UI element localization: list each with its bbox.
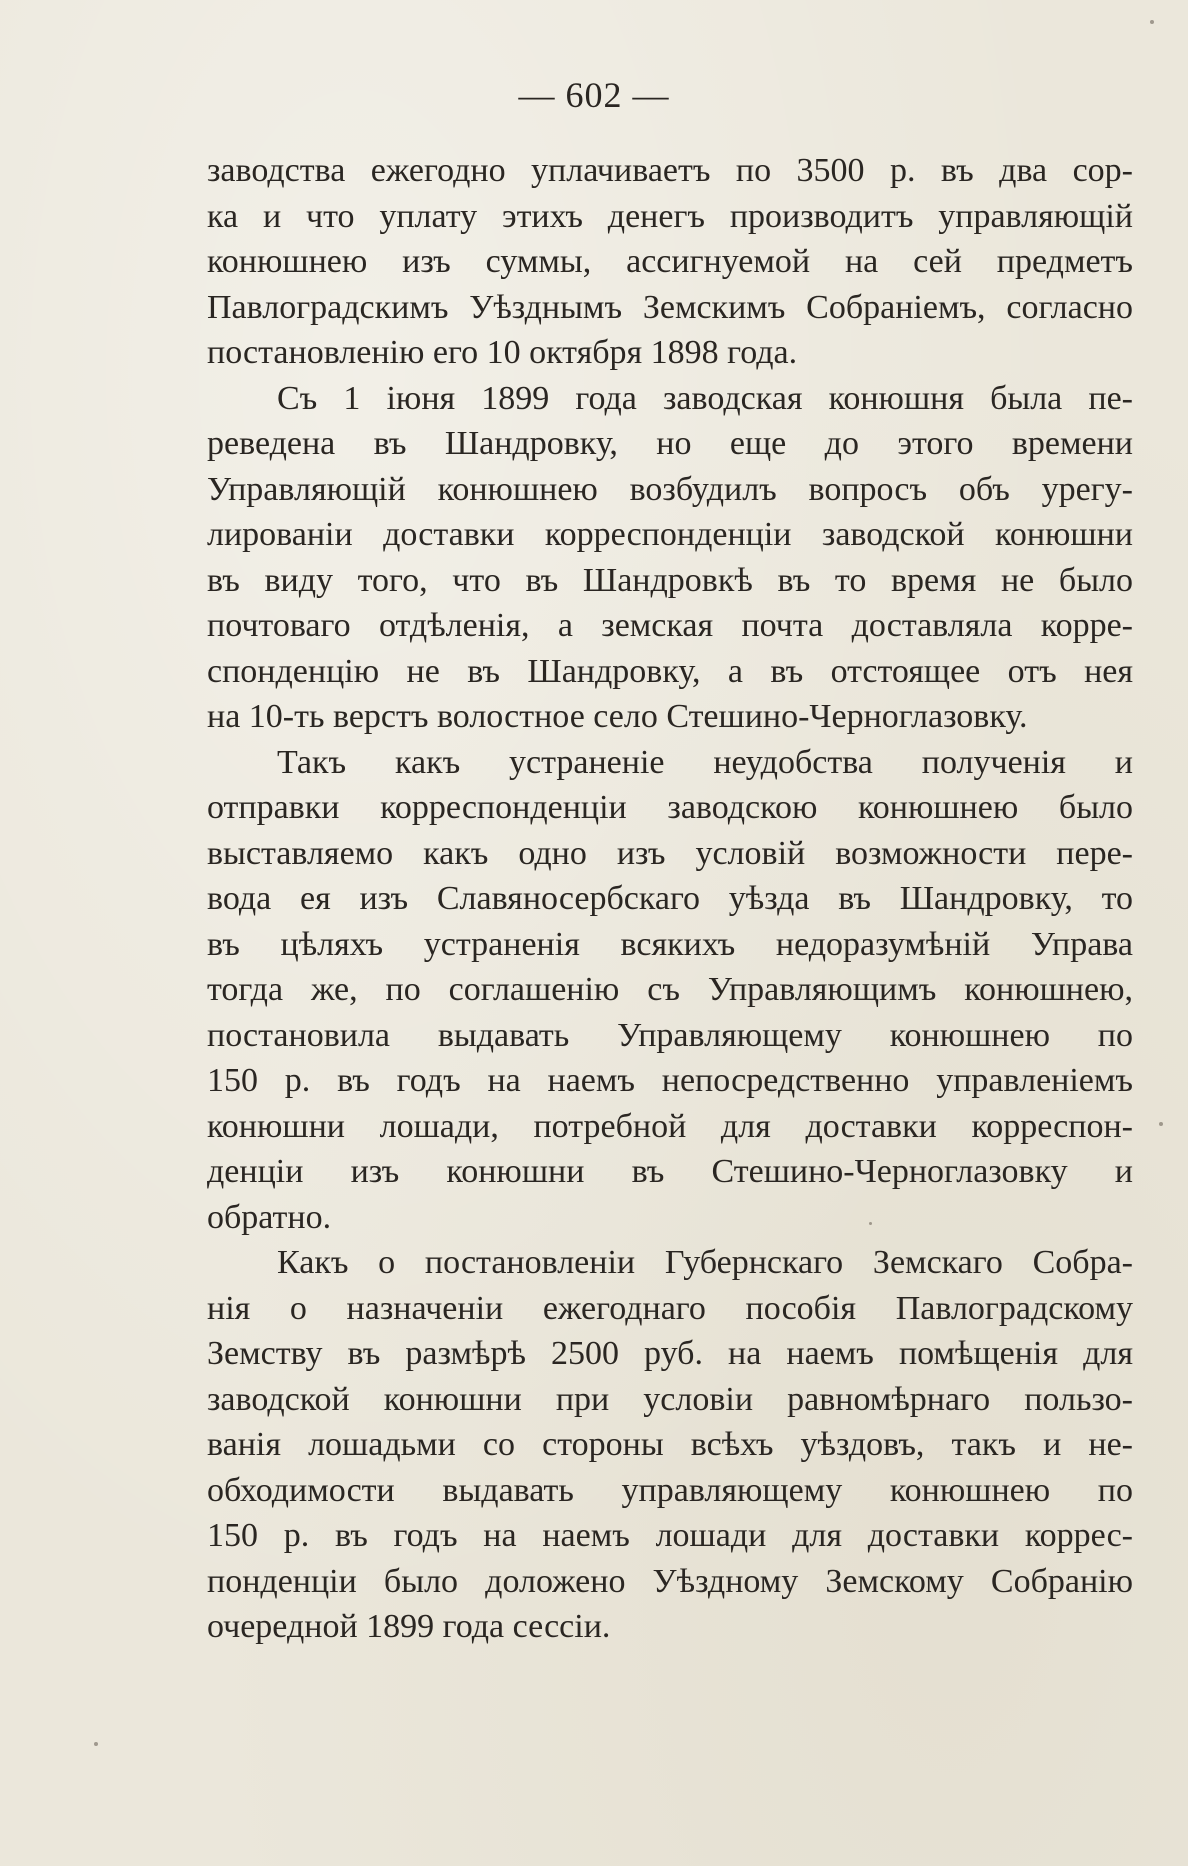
- text-line: вода ея изъ Славяносербскаго уѣзда въ Шандровку, то: [207, 880, 1133, 917]
- text-line: Такъ какъ устраненіе неудобства полученія и: [277, 743, 1133, 781]
- text-line: спонденцію не въ Шандровку, а въ отстоящее отъ нея: [207, 652, 1133, 690]
- text-line: обратно.: [207, 1198, 332, 1236]
- text-line: тогда же, по соглашенію съ Управляющимъ конюшнею,: [207, 971, 1133, 1008]
- text-line: Какъ о постановленіи Губернскаго Земскаго Собра-: [277, 1244, 1133, 1281]
- text-line: реведена въ Шандровку, но еще до этого времени: [207, 425, 1133, 462]
- paper-speck: [1150, 20, 1154, 24]
- text-line: конюшнею изъ суммы, ассигнуемой на сей предметъ: [207, 243, 1133, 280]
- paragraph: [207, 1240, 1133, 1650]
- text-line: обходимости выдавать управляющему конюшнею по: [207, 1471, 1133, 1509]
- text-line: 150 р. въ годъ на наемъ лошади для доставки коррес-: [207, 1517, 1133, 1554]
- text-line: на 10-ть верстъ волостное село Стешино-Черноглазовку.: [207, 698, 1028, 735]
- text-line: Павлоградскимъ Уѣзднымъ Земскимъ Собраніемъ, согласно: [207, 288, 1133, 326]
- text-line: Съ 1 іюня 1899 года заводская конюшня была пе-: [277, 379, 1133, 417]
- text-line: выставляемо какъ одно изъ условій возможности пере-: [207, 834, 1133, 872]
- text-line: нія о назначеніи ежегоднаго пособія Павлоградскому: [207, 1289, 1133, 1327]
- text-line: ка и что уплату этихъ денегъ производитъ управляющій: [207, 197, 1133, 235]
- page-number: — 602 —: [518, 75, 670, 115]
- paper-speck: [869, 1222, 872, 1225]
- text-line: ванія лошадьми со стороны всѣхъ уѣздовъ, такъ и не-: [207, 1426, 1133, 1463]
- text-line: понденціи было доложено Уѣздному Земскому Собранію: [207, 1562, 1133, 1600]
- text-line: въ виду того, что въ Шандровкѣ въ то время не было: [207, 561, 1133, 599]
- text-line: 150 р. въ годъ на наемъ непосредственно управленіемъ: [207, 1062, 1133, 1099]
- text-line: лированіи доставки корреспонденціи заводской конюшни: [207, 516, 1133, 553]
- text-line: конюшни лошади, потребной для доставки корреспон-: [207, 1107, 1133, 1145]
- text-line: почтоваго отдѣленія, а земская почта доставляла корре-: [207, 607, 1133, 644]
- paper-speck: [1159, 1122, 1163, 1126]
- paragraph: [207, 376, 1133, 740]
- paragraph: [207, 148, 1133, 376]
- text-line: постановленію его 10 октября 1898 года.: [207, 334, 798, 371]
- body-text: [207, 148, 1133, 1650]
- text-line: въ цѣляхъ устраненія всякихъ недоразумѣній Управа: [207, 925, 1133, 963]
- text-line: заводства ежегодно уплачиваетъ по 3500 р. въ два сор-: [207, 152, 1133, 189]
- text-line: отправки корреспонденціи заводскою конюшнею было: [207, 789, 1133, 826]
- text-line: очередной 1899 года сессіи.: [207, 1608, 611, 1645]
- text-line: постановила выдавать Управляющему конюшнею по: [207, 1016, 1133, 1054]
- paragraph: [207, 740, 1133, 1241]
- text-line: Управляющій конюшнею возбудилъ вопросъ объ урегу-: [207, 470, 1133, 508]
- paper-speck: [94, 1742, 98, 1746]
- text-line: денціи изъ конюшни въ Стешино-Черноглазовку и: [207, 1153, 1133, 1190]
- text-line: заводской конюшни при условіи равномѣрнаго пользо-: [207, 1380, 1133, 1418]
- text-line: Земству въ размѣрѣ 2500 руб. на наемъ помѣщенія для: [207, 1335, 1133, 1372]
